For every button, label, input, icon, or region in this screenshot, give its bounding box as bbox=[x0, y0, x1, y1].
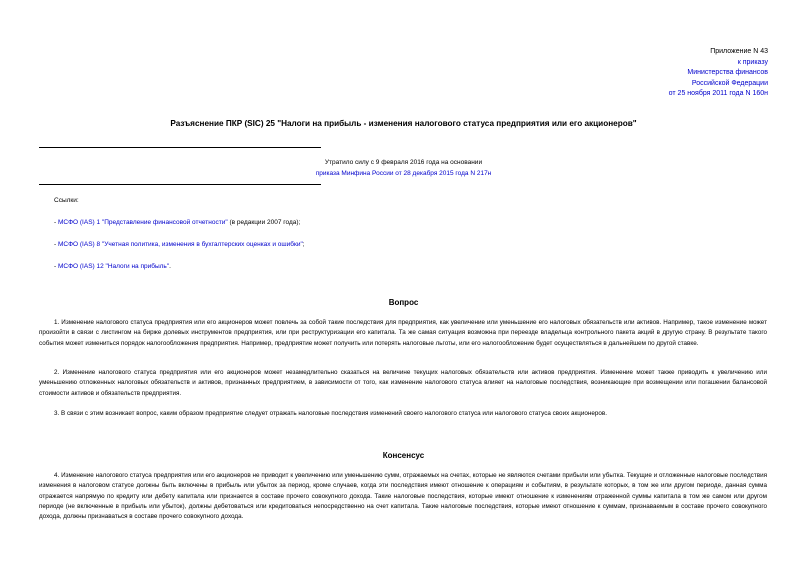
references-title: Ссылки: bbox=[54, 197, 79, 204]
paragraph-2: 2. Изменение налогового статуса предприятия или его акционеров может незамедлительно сказаться на величине текущих налоговых обязательств или активов предприятия. Изменение может также приводить к увеличению или уменьшению отложенных налоговых обязательств и активов, признанных предприятием, в зависимости от того, как изменение налогового статуса влияет на налоговые последствия, возникающие при возмещении или погашении балансовой стоимости активов и обязательств предприятия. bbox=[39, 369, 767, 397]
expiry-text: Утратило силу с 9 февраля 2016 года на основании bbox=[324, 159, 483, 166]
appendix-date-link[interactable]: от 25 ноября 2011 года N 160н bbox=[668, 90, 768, 97]
paragraph-3: 3. В связи с этим возникает вопрос, каким образом предприятие следует отражать налоговые последствия изменений своего налогового статуса или налогового статуса своих акционеров. bbox=[54, 410, 607, 417]
reference-link-ias8[interactable]: МСФО (IAS) 8 "Учетная политика, изменения в бухгалтерских оценках и ошибки" bbox=[57, 241, 303, 248]
appendix-number: Приложение N 43 bbox=[710, 48, 768, 55]
document-title: Разъяснение ПКР (SIC) 25 "Налоги на прибыль - изменения налогового статуса предприятия или его акционеров" bbox=[170, 119, 637, 128]
reference-link-ias12[interactable]: МСФО (IAS) 12 "Налоги на прибыль" bbox=[57, 263, 170, 270]
reference-item bbox=[54, 263, 305, 270]
divider-top bbox=[39, 147, 321, 148]
section-heading-consensus: Консенсус bbox=[382, 451, 425, 460]
reference-suffix: ; bbox=[302, 241, 305, 248]
reference-link-ias1[interactable]: МСФО (IAS) 1 "Представление финансовой отчетности" bbox=[57, 219, 228, 226]
appendix-order-link[interactable]: к приказу bbox=[737, 58, 768, 66]
appendix-ministry-link[interactable]: Министерства финансов bbox=[687, 69, 768, 76]
appendix-block bbox=[669, 47, 768, 100]
paragraph-4: 4. Изменение налогового статуса предприятия или его акционеров не приводит к увеличению или уменьшению сумм, отражаемых на счетах, которые не являются счетами прибыли или убытка. Текущие и отложенные налоговые последствия изменения в налоговом статусе должны быть включены в прибыль или убыток за период, кроме случаев, когда эти последствия имеют отношение к операциям и событиям, в результате которых, в том же или другом периоде, данная сумма отражается напрямую по кредиту или дебету капитала или признается в составе прочего совокупного дохода. Такие налоговые последствия, которые имеют отношение к изменениям отраженной суммы капитала в том же самом или другом периоде (не включенные в прибыль или убыток), должны дебетоваться или кредитоваться непосредственно на счет капитала. Такие налоговые последствия, которые имеют отношение к суммам, признаваемым в составе прочего совокупного дохода, должны признаваться в составе прочего совокупного дохода. bbox=[39, 472, 767, 521]
reference-suffix: . bbox=[169, 263, 171, 270]
expiry-notice bbox=[0, 158, 807, 179]
paragraph-1: 1. Изменение налогового статуса предприятия или его акционеров может повлечь за собой такие последствия для предприятия, как увеличение или уменьшение его налоговых обязательств или активов. Например, такое изменение может произойти в связи с листингом на бирже долевых инструментов предприятия, или при реструктуризации его капитала. Та же самая ситуация возможна при переезде владельца контрольного пакета акций в другую страну. В результате такого события может измениться порядок налогообложения предприятия. Например, предприятие может получить или потерять налоговые льготы, или его налогообложение будет осуществляться в дальнейшем по другой ставке. bbox=[39, 319, 767, 347]
reference-prefix: - bbox=[54, 263, 58, 270]
appendix-country-link[interactable]: Российской Федерации bbox=[691, 79, 768, 87]
reference-suffix: (в редакции 2007 года); bbox=[227, 219, 301, 226]
references-block bbox=[54, 197, 305, 285]
reference-item bbox=[54, 241, 305, 248]
divider-bottom bbox=[39, 184, 321, 185]
reference-prefix: - bbox=[54, 241, 58, 248]
expiry-order-link[interactable]: приказа Минфина России от 28 декабря 2015 года N 217н bbox=[315, 169, 492, 177]
reference-prefix: - bbox=[54, 219, 58, 226]
reference-item bbox=[54, 219, 305, 226]
section-heading-question: Вопрос bbox=[388, 298, 419, 307]
